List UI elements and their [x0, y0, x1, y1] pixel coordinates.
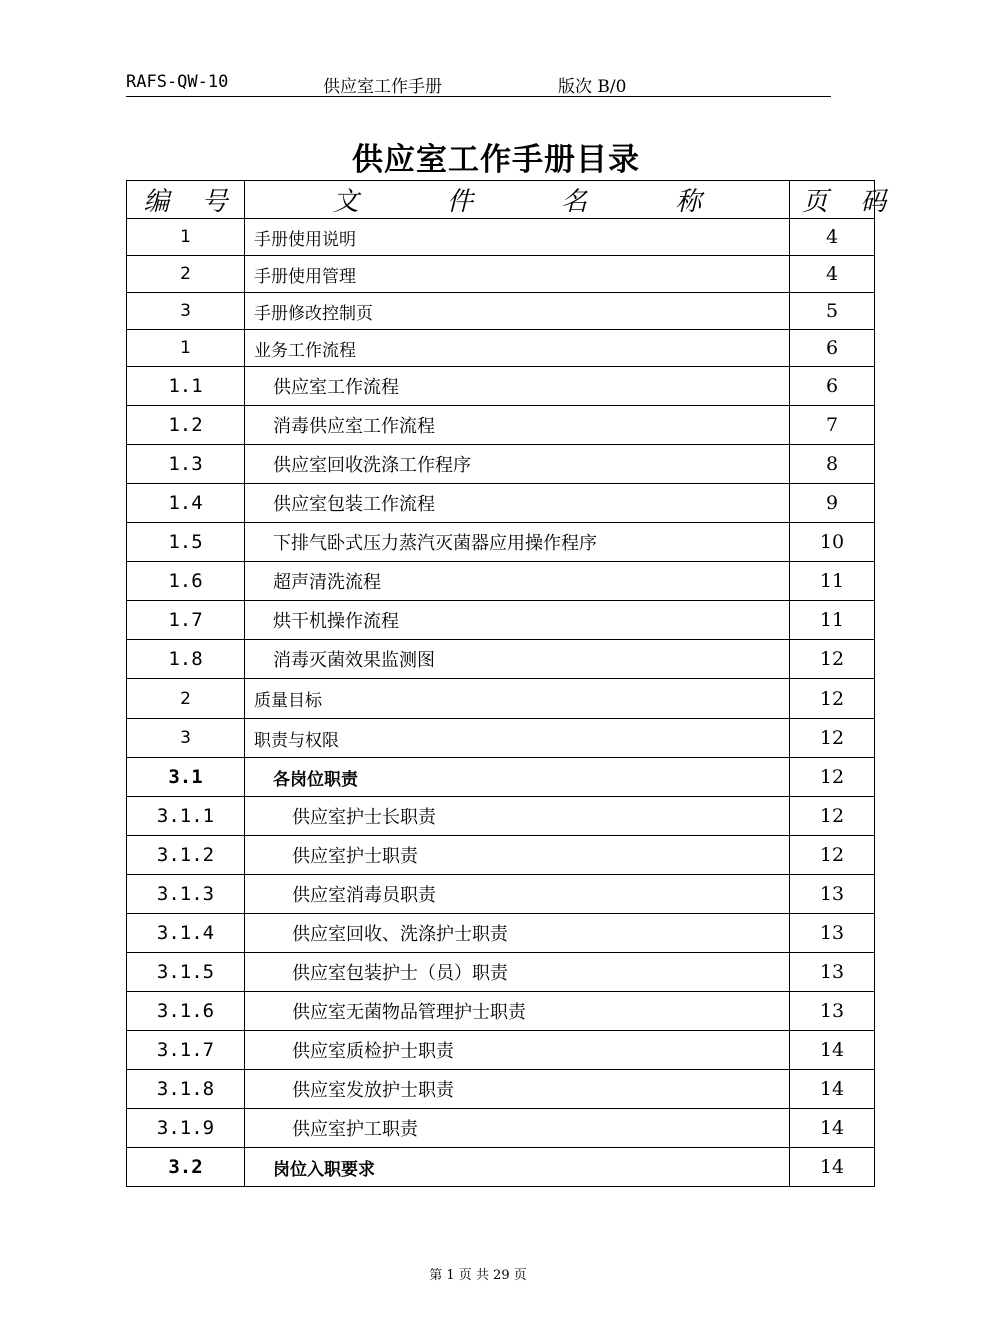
toc-page: 12: [790, 719, 875, 758]
toc-row[interactable]: [127, 293, 875, 330]
toc-entry-name: 手册使用说明: [245, 219, 790, 256]
toc-row[interactable]: [127, 367, 875, 406]
toc-page: 11: [790, 562, 875, 601]
toc-number: 1.4: [127, 484, 245, 523]
toc-number: 3.1.6: [127, 992, 245, 1031]
toc-row[interactable]: [127, 601, 875, 640]
toc-entry-name: 质量目标: [245, 679, 790, 719]
column-header-number: 编 号: [127, 181, 245, 219]
toc-entry-name: 供应室无菌物品管理护士职责: [245, 992, 790, 1031]
toc-row[interactable]: [127, 445, 875, 484]
toc-entry-name: 岗位入职要求: [245, 1148, 790, 1187]
toc-number: 2: [127, 256, 245, 293]
toc-row[interactable]: [127, 679, 875, 719]
toc-page: 7: [790, 406, 875, 445]
toc-number: 1.6: [127, 562, 245, 601]
toc-row[interactable]: [127, 484, 875, 523]
toc-page: 14: [790, 1031, 875, 1070]
toc-row[interactable]: [127, 256, 875, 293]
toc-header-row: [127, 181, 875, 219]
toc-page: 14: [790, 1109, 875, 1148]
toc-entry-name: 消毒灭菌效果监测图: [245, 640, 790, 679]
toc-page: 13: [790, 914, 875, 953]
toc-number: 1: [127, 219, 245, 256]
toc-page: 11: [790, 601, 875, 640]
toc-entry-name: 手册使用管理: [245, 256, 790, 293]
toc-number: 1.8: [127, 640, 245, 679]
toc-entry-name: 供应室护工职责: [245, 1109, 790, 1148]
page-footer: 第 1 页 共 29 页: [429, 1268, 527, 1283]
toc-row[interactable]: [127, 992, 875, 1031]
toc-page: 14: [790, 1070, 875, 1109]
toc-entry-name: 供应室工作流程: [245, 367, 790, 406]
toc-page: 4: [790, 219, 875, 256]
toc-entry-name: 供应室包装工作流程: [245, 484, 790, 523]
toc-table: [126, 180, 899, 1187]
toc-number: 3.1.2: [127, 836, 245, 875]
toc-page: 12: [790, 836, 875, 875]
toc-number: 3.2: [127, 1148, 245, 1187]
toc-number: 3.1: [127, 758, 245, 797]
toc-entry-name: 消毒供应室工作流程: [245, 406, 790, 445]
toc-entry-name: 烘干机操作流程: [245, 601, 790, 640]
column-header-page: 页 码: [790, 181, 875, 219]
toc-row[interactable]: [127, 330, 875, 367]
toc-page: 14: [790, 1148, 875, 1187]
toc-number: 3: [127, 293, 245, 330]
toc-number: 1.1: [127, 367, 245, 406]
page-header: [126, 70, 831, 97]
toc-page: 13: [790, 875, 875, 914]
toc-number: 1.7: [127, 601, 245, 640]
toc-entry-name: 手册修改控制页: [245, 293, 790, 330]
toc-number: 1.3: [127, 445, 245, 484]
toc-number: 3.1.8: [127, 1070, 245, 1109]
toc-number: 1.2: [127, 406, 245, 445]
toc-page: 13: [790, 953, 875, 992]
toc-row[interactable]: [127, 406, 875, 445]
toc-entry-name: 各岗位职责: [245, 758, 790, 797]
toc-entry-name: 业务工作流程: [245, 330, 790, 367]
toc-entry-name: 供应室质检护士职责: [245, 1031, 790, 1070]
toc-entry-name: 供应室发放护士职责: [245, 1070, 790, 1109]
toc-row[interactable]: [127, 219, 875, 256]
toc-entry-name: 下排气卧式压力蒸汽灭菌器应用操作程序: [245, 523, 790, 562]
toc-entry-name: 供应室回收洗涤工作程序: [245, 445, 790, 484]
toc-page: 12: [790, 640, 875, 679]
toc-page: 12: [790, 797, 875, 836]
toc-page: 4: [790, 256, 875, 293]
toc-row[interactable]: [127, 562, 875, 601]
toc-entry-name: 供应室消毒员职责: [245, 875, 790, 914]
toc-entry-name: 超声清洗流程: [245, 562, 790, 601]
doc-code: RAFS-QW-10: [126, 72, 229, 92]
toc-page: 5: [790, 293, 875, 330]
toc-row[interactable]: [127, 1070, 875, 1109]
toc-number: 1: [127, 330, 245, 367]
toc-number: 3.1.5: [127, 953, 245, 992]
toc-row[interactable]: [127, 1148, 875, 1187]
toc-row[interactable]: [127, 836, 875, 875]
toc-entry-name: 供应室回收、洗涤护士职责: [245, 914, 790, 953]
toc-entry-name: 供应室护士长职责: [245, 797, 790, 836]
toc-page: 13: [790, 992, 875, 1031]
toc-row[interactable]: [127, 875, 875, 914]
toc-row[interactable]: [127, 1109, 875, 1148]
toc-row[interactable]: [127, 523, 875, 562]
toc-row[interactable]: [127, 758, 875, 797]
toc-page: 6: [790, 330, 875, 367]
toc-number: 1.5: [127, 523, 245, 562]
toc-row[interactable]: [127, 1031, 875, 1070]
toc-number: 3.1.3: [127, 875, 245, 914]
toc-number: 2: [127, 679, 245, 719]
toc-page: 6: [790, 367, 875, 406]
column-header-name: 文 件 名 称: [245, 181, 790, 219]
header-title: 供应室工作手册: [323, 77, 442, 97]
toc-number: 3.1.1: [127, 797, 245, 836]
toc-page: 12: [790, 679, 875, 719]
toc-page: 8: [790, 445, 875, 484]
toc-row[interactable]: [127, 914, 875, 953]
toc-entry-name: 供应室护士职责: [245, 836, 790, 875]
toc-entry-name: 职责与权限: [245, 719, 790, 758]
toc-row[interactable]: [127, 953, 875, 992]
toc-page: 10: [790, 523, 875, 562]
page-title: 供应室工作手册目录: [352, 142, 640, 178]
toc-number: 3: [127, 719, 245, 758]
toc-page: 9: [790, 484, 875, 523]
toc-number: 3.1.7: [127, 1031, 245, 1070]
toc-number: 3.1.4: [127, 914, 245, 953]
version-label: 版次 B/0: [558, 77, 627, 97]
toc-row[interactable]: [127, 719, 875, 758]
toc-row[interactable]: [127, 640, 875, 679]
toc-entry-name: 供应室包装护士（员）职责: [245, 953, 790, 992]
toc-page: 12: [790, 758, 875, 797]
toc-row[interactable]: [127, 797, 875, 836]
toc-number: 3.1.9: [127, 1109, 245, 1148]
